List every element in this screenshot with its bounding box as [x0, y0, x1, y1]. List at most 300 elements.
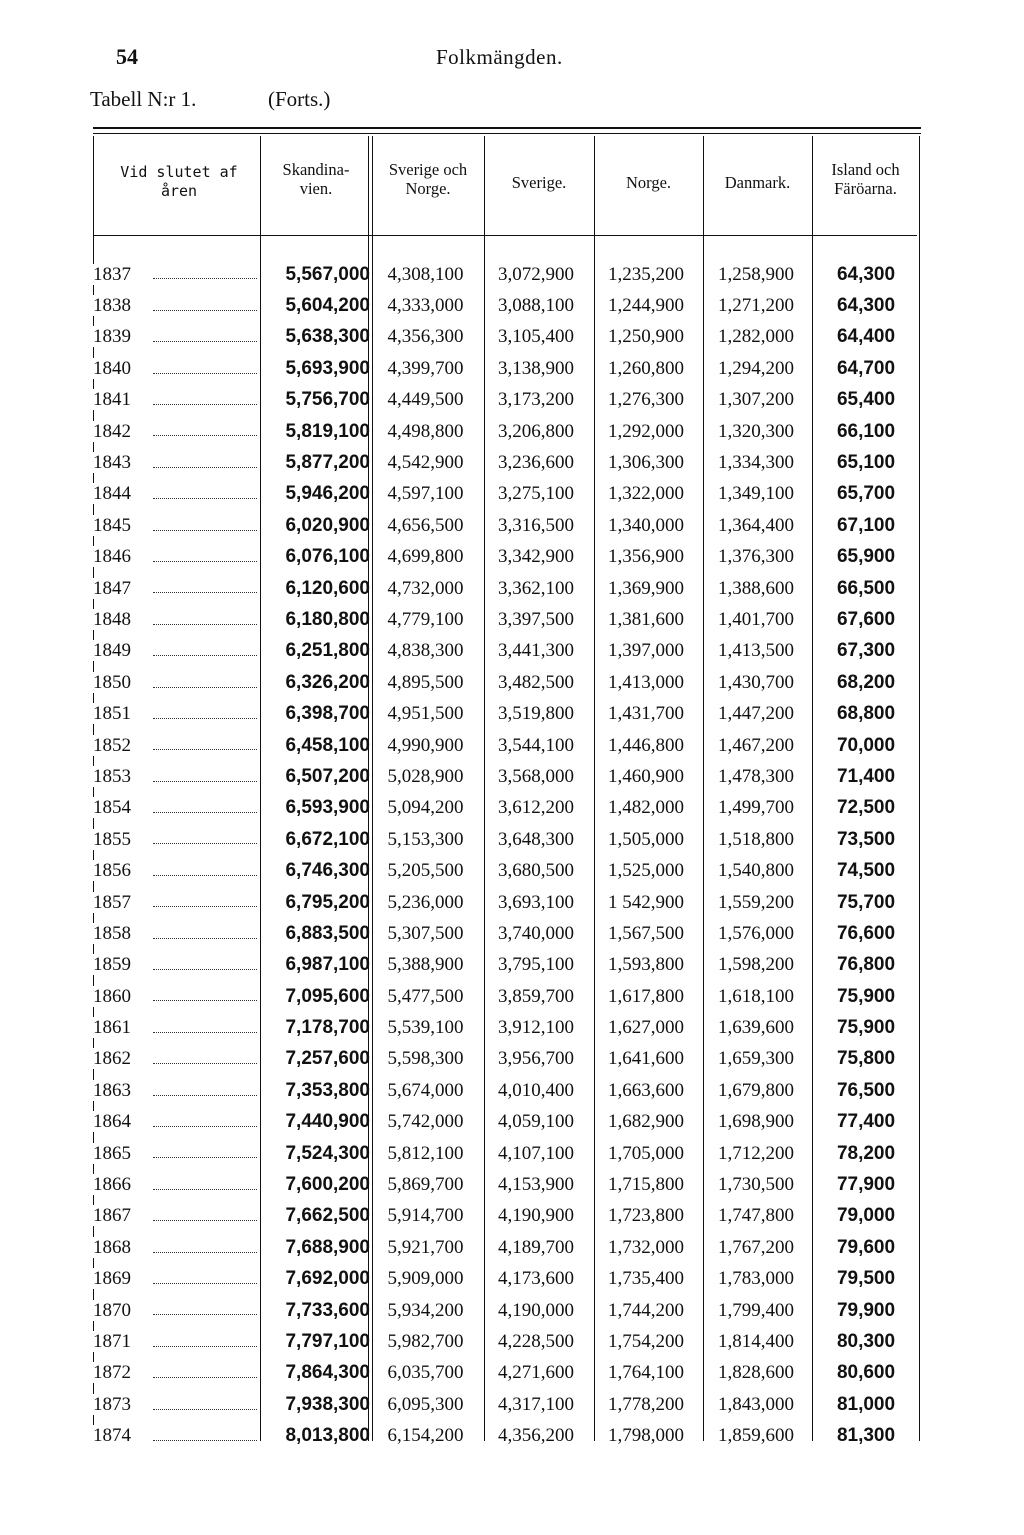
table-row	[93, 667, 921, 698]
cell-year	[93, 1295, 261, 1326]
table-row	[93, 1389, 921, 1420]
cell-sverige: 3,105,400	[498, 326, 574, 348]
leader-dots	[153, 498, 257, 499]
table-row	[93, 1326, 921, 1357]
year-label: 1846	[93, 546, 131, 568]
cell-island: 65,900	[836, 546, 896, 568]
cell-island: 66,500	[836, 577, 896, 599]
cell-skandinavien: 7,095,600	[285, 985, 370, 1007]
cell-sverige-norge: 5,388,900	[387, 954, 464, 976]
cell-island: 72,500	[836, 797, 896, 819]
cell-norge: 1,235,200	[608, 263, 684, 285]
cell-sverige-norge: 4,333,000	[387, 295, 464, 317]
cell-year	[93, 793, 261, 824]
leader-dots	[153, 1000, 257, 1001]
cell-skandinavien: 7,178,700	[285, 1017, 370, 1039]
year-label: 1837	[93, 263, 131, 285]
cell-island: 64,300	[836, 295, 896, 317]
cell-year	[93, 416, 261, 447]
cell-norge: 1,431,700	[608, 703, 684, 725]
table-row	[93, 1420, 921, 1451]
cell-skandinavien: 6,076,100	[285, 546, 370, 568]
cell-norge: 1,798,000	[608, 1425, 684, 1447]
cell-sverige: 3,072,900	[498, 263, 574, 285]
leader-dots	[153, 812, 257, 813]
cell-sverige-norge: 4,838,300	[387, 640, 464, 662]
table-row	[93, 290, 921, 321]
cell-island: 73,500	[836, 828, 896, 850]
leader-dots	[153, 781, 257, 782]
cell-sverige: 3,088,100	[498, 295, 574, 317]
cell-norge: 1,525,000	[608, 860, 684, 882]
leader-dots	[153, 655, 257, 656]
table-row	[93, 1107, 921, 1138]
cell-danmark: 1,799,400	[718, 1299, 794, 1321]
leader-dots	[153, 1377, 257, 1378]
cell-danmark: 1,334,300	[718, 452, 794, 474]
leader-dots	[153, 749, 257, 750]
cell-year	[93, 698, 261, 729]
cell-norge: 1,381,600	[608, 608, 684, 630]
year-label: 1860	[93, 985, 131, 1007]
cell-sverige-norge: 5,674,000	[387, 1079, 464, 1101]
cell-danmark: 1,282,000	[718, 326, 794, 348]
leader-dots	[153, 718, 257, 719]
cell-year	[93, 573, 261, 604]
year-label: 1866	[93, 1174, 131, 1196]
cell-skandinavien: 5,756,700	[285, 389, 370, 411]
cell-norge: 1,641,600	[608, 1048, 684, 1070]
cell-sverige: 4,189,700	[498, 1236, 574, 1258]
cell-sverige: 3,519,800	[498, 703, 574, 725]
cell-danmark: 1,679,800	[718, 1079, 794, 1101]
cell-island: 81,000	[836, 1393, 896, 1415]
cell-island: 80,600	[836, 1362, 896, 1384]
year-label: 1874	[93, 1425, 131, 1447]
cell-sverige-norge: 5,869,700	[387, 1174, 464, 1196]
cell-sverige: 3,362,100	[498, 577, 574, 599]
page-number: 54	[116, 44, 138, 69]
cell-skandinavien: 5,693,900	[285, 357, 370, 379]
cell-sverige: 3,441,300	[498, 640, 574, 662]
cell-sverige-norge: 5,307,500	[387, 922, 464, 944]
cell-sverige-norge: 4,895,500	[387, 671, 464, 693]
cell-norge: 1,340,000	[608, 514, 684, 536]
cell-skandinavien: 6,795,200	[285, 891, 370, 913]
cell-skandinavien: 7,692,000	[285, 1268, 370, 1290]
table-row	[93, 322, 921, 353]
cell-danmark: 1,430,700	[718, 671, 794, 693]
cell-skandinavien: 6,398,700	[285, 703, 370, 725]
column-header-sverige: Sverige.	[511, 173, 567, 192]
cell-sverige-norge: 6,035,700	[387, 1362, 464, 1384]
cell-sverige-norge: 5,812,100	[387, 1142, 464, 1164]
cell-sverige-norge: 4,597,100	[387, 483, 464, 505]
year-label: 1847	[93, 577, 131, 599]
year-label: 1869	[93, 1268, 131, 1290]
leader-dots	[153, 1252, 257, 1253]
cell-year	[93, 887, 261, 918]
cell-skandinavien: 7,864,300	[285, 1362, 370, 1384]
cell-skandinavien: 8,013,800	[285, 1425, 370, 1447]
cell-sverige-norge: 5,742,000	[387, 1111, 464, 1133]
leader-dots	[153, 1189, 257, 1190]
cell-danmark: 1,712,200	[718, 1142, 794, 1164]
cell-year	[93, 1232, 261, 1263]
cell-year	[93, 290, 261, 321]
leader-dots	[153, 404, 257, 405]
cell-year	[93, 855, 261, 886]
cell-danmark: 1,659,300	[718, 1048, 794, 1070]
cell-sverige-norge: 5,909,000	[387, 1268, 464, 1290]
cell-sverige-norge: 6,154,200	[387, 1425, 464, 1447]
leader-dots	[153, 843, 257, 844]
cell-norge: 1,482,000	[608, 797, 684, 819]
cell-sverige-norge: 4,308,100	[387, 263, 464, 285]
leader-dots	[153, 1095, 257, 1096]
cell-sverige: 3,912,100	[498, 1017, 574, 1039]
cell-sverige-norge: 5,153,300	[387, 828, 464, 850]
table-row	[93, 447, 921, 478]
leader-dots	[153, 1157, 257, 1158]
cell-skandinavien: 6,458,100	[285, 734, 370, 756]
cell-island: 67,300	[836, 640, 896, 662]
cell-sverige-norge: 5,205,500	[387, 860, 464, 882]
cell-island: 70,000	[836, 734, 896, 756]
cell-norge: 1,397,000	[608, 640, 684, 662]
cell-skandinavien: 6,326,200	[285, 671, 370, 693]
cell-year	[93, 1420, 261, 1451]
cell-danmark: 1,499,700	[718, 797, 794, 819]
cell-sverige: 4,173,600	[498, 1268, 574, 1290]
cell-sverige: 3,612,200	[498, 797, 574, 819]
cell-norge: 1,369,900	[608, 577, 684, 599]
cell-sverige: 3,680,500	[498, 860, 574, 882]
cell-skandinavien: 6,987,100	[285, 954, 370, 976]
cell-norge: 1,356,900	[608, 546, 684, 568]
cell-skandinavien: 5,819,100	[285, 420, 370, 442]
cell-skandinavien: 6,020,900	[285, 514, 370, 536]
cell-sverige: 3,795,100	[498, 954, 574, 976]
cell-skandinavien: 7,440,900	[285, 1111, 370, 1133]
table-label: Tabell N:r 1.	[90, 87, 197, 111]
cell-island: 68,800	[836, 703, 896, 725]
cell-year	[93, 667, 261, 698]
table-row	[93, 950, 921, 981]
cell-norge: 1,505,000	[608, 828, 684, 850]
cell-sverige-norge: 5,539,100	[387, 1017, 464, 1039]
cell-norge: 1,322,000	[608, 483, 684, 505]
cell-norge: 1,292,000	[608, 420, 684, 442]
cell-danmark: 1,388,600	[718, 577, 794, 599]
cell-year	[93, 981, 261, 1012]
cell-norge: 1,627,000	[608, 1017, 684, 1039]
year-label: 1848	[93, 608, 131, 630]
cell-danmark: 1,698,900	[718, 1111, 794, 1133]
cell-sverige-norge: 5,094,200	[387, 797, 464, 819]
table-row	[93, 479, 921, 510]
table-row	[93, 887, 921, 918]
cell-sverige: 3,206,800	[498, 420, 574, 442]
column-header-sverige-norge: Sverige och Norge.	[388, 160, 468, 198]
table-row	[93, 1138, 921, 1169]
cell-sverige: 3,342,900	[498, 546, 574, 568]
cell-sverige-norge: 5,028,900	[387, 765, 464, 787]
table-row	[93, 385, 921, 416]
cell-island: 75,800	[836, 1048, 896, 1070]
year-label: 1842	[93, 420, 131, 442]
leader-dots	[153, 1032, 257, 1033]
cell-island: 79,600	[836, 1236, 896, 1258]
cell-danmark: 1,859,600	[718, 1425, 794, 1447]
cell-sverige: 3,275,100	[498, 483, 574, 505]
year-label: 1854	[93, 797, 131, 819]
cell-island: 76,500	[836, 1079, 896, 1101]
leader-dots	[153, 1314, 257, 1315]
cell-sverige-norge: 5,477,500	[387, 985, 464, 1007]
cell-sverige-norge: 5,914,700	[387, 1205, 464, 1227]
cell-island: 79,000	[836, 1205, 896, 1227]
cell-skandinavien: 6,593,900	[285, 797, 370, 819]
leader-dots	[153, 1346, 257, 1347]
cell-danmark: 1,843,000	[718, 1393, 794, 1415]
table-body	[93, 259, 921, 1452]
top-rule-thin	[93, 133, 921, 134]
table-row	[93, 259, 921, 290]
cell-sverige: 3,544,100	[498, 734, 574, 756]
cell-year	[93, 1012, 261, 1043]
cell-norge: 1 542,900	[608, 891, 684, 913]
cell-island: 64,300	[836, 263, 896, 285]
leader-dots	[153, 938, 257, 939]
cell-norge: 1,778,200	[608, 1393, 684, 1415]
table-row	[93, 730, 921, 761]
cell-norge: 1,460,900	[608, 765, 684, 787]
cell-norge: 1,244,900	[608, 295, 684, 317]
page-heading: Folkmängden.	[436, 45, 563, 69]
cell-skandinavien: 6,180,800	[285, 608, 370, 630]
cell-sverige: 4,153,900	[498, 1174, 574, 1196]
cell-year	[93, 636, 261, 667]
cell-island: 65,400	[836, 389, 896, 411]
year-label: 1861	[93, 1017, 131, 1039]
cell-danmark: 1,294,200	[718, 357, 794, 379]
cell-sverige-norge: 4,542,900	[387, 452, 464, 474]
cell-sverige: 3,236,600	[498, 452, 574, 474]
cell-sverige: 3,482,500	[498, 671, 574, 693]
cell-year	[93, 918, 261, 949]
year-label: 1867	[93, 1205, 131, 1227]
cell-island: 79,900	[836, 1299, 896, 1321]
cell-danmark: 1,349,100	[718, 483, 794, 505]
cell-sverige-norge: 5,236,000	[387, 891, 464, 913]
table-row	[93, 1232, 921, 1263]
cell-island: 67,600	[836, 608, 896, 630]
cell-sverige: 4,190,000	[498, 1299, 574, 1321]
cell-skandinavien: 5,877,200	[285, 452, 370, 474]
cell-danmark: 1,478,300	[718, 765, 794, 787]
cell-year	[93, 322, 261, 353]
cell-norge: 1,260,800	[608, 357, 684, 379]
leader-dots	[153, 969, 257, 970]
population-table	[93, 259, 921, 1452]
cell-island: 75,700	[836, 891, 896, 913]
cell-year	[93, 824, 261, 855]
cell-year	[93, 542, 261, 573]
table-row	[93, 918, 921, 949]
cell-sverige: 3,568,000	[498, 765, 574, 787]
cell-year	[93, 385, 261, 416]
leader-dots	[153, 1126, 257, 1127]
cell-norge: 1,446,800	[608, 734, 684, 756]
cell-sverige: 4,107,100	[498, 1142, 574, 1164]
cell-skandinavien: 5,567,000	[285, 263, 370, 285]
cell-island: 80,300	[836, 1330, 896, 1352]
cell-year	[93, 1201, 261, 1232]
leader-dots	[153, 435, 257, 436]
cell-year	[93, 353, 261, 384]
cell-danmark: 1,747,800	[718, 1205, 794, 1227]
cell-norge: 1,754,200	[608, 1330, 684, 1352]
leader-dots	[153, 592, 257, 593]
cell-skandinavien: 5,638,300	[285, 326, 370, 348]
column-header-norge: Norge.	[625, 173, 672, 192]
year-label: 1838	[93, 295, 131, 317]
cell-danmark: 1,576,000	[718, 922, 794, 944]
cell-norge: 1,617,800	[608, 985, 684, 1007]
year-label: 1873	[93, 1393, 131, 1415]
table-row	[93, 573, 921, 604]
cell-sverige-norge: 5,921,700	[387, 1236, 464, 1258]
year-label: 1855	[93, 828, 131, 850]
cell-year	[93, 604, 261, 635]
cell-norge: 1,250,900	[608, 326, 684, 348]
table-row	[93, 1201, 921, 1232]
cell-sverige: 3,138,900	[498, 357, 574, 379]
year-label: 1857	[93, 891, 131, 913]
cell-skandinavien: 5,946,200	[285, 483, 370, 505]
leader-dots	[153, 1409, 257, 1410]
cell-skandinavien: 6,883,500	[285, 922, 370, 944]
cell-island: 76,600	[836, 922, 896, 944]
cell-sverige-norge: 4,779,100	[387, 608, 464, 630]
cell-norge: 1,715,800	[608, 1174, 684, 1196]
cell-sverige-norge: 4,732,000	[387, 577, 464, 599]
cell-danmark: 1,364,400	[718, 514, 794, 536]
year-label: 1844	[93, 483, 131, 505]
year-label: 1868	[93, 1236, 131, 1258]
cell-island: 74,500	[836, 860, 896, 882]
cell-sverige: 4,356,200	[498, 1425, 574, 1447]
table-row	[93, 604, 921, 635]
cell-skandinavien: 6,120,600	[285, 577, 370, 599]
table-row	[93, 542, 921, 573]
cell-norge: 1,705,000	[608, 1142, 684, 1164]
table-row	[93, 855, 921, 886]
cell-skandinavien: 7,600,200	[285, 1174, 370, 1196]
cell-skandinavien: 7,938,300	[285, 1393, 370, 1415]
table-row	[93, 698, 921, 729]
cell-sverige-norge: 4,449,500	[387, 389, 464, 411]
year-label: 1841	[93, 389, 131, 411]
cell-island: 75,900	[836, 985, 896, 1007]
year-label: 1859	[93, 954, 131, 976]
top-rule	[93, 127, 921, 129]
year-label: 1845	[93, 514, 131, 536]
cell-norge: 1,413,000	[608, 671, 684, 693]
cell-sverige: 3,859,700	[498, 985, 574, 1007]
table-row	[93, 793, 921, 824]
leader-dots	[153, 906, 257, 907]
cell-skandinavien: 7,688,900	[285, 1236, 370, 1258]
cell-year	[93, 1264, 261, 1295]
year-label: 1870	[93, 1299, 131, 1321]
cell-sverige-norge: 4,951,500	[387, 703, 464, 725]
leader-dots	[153, 1440, 257, 1441]
cell-sverige-norge: 4,399,700	[387, 357, 464, 379]
year-label: 1839	[93, 326, 131, 348]
cell-island: 77,400	[836, 1111, 896, 1133]
leader-dots	[153, 310, 257, 311]
cell-year	[93, 510, 261, 541]
cell-sverige: 4,317,100	[498, 1393, 574, 1415]
cell-sverige-norge: 5,934,200	[387, 1299, 464, 1321]
cell-island: 65,700	[836, 483, 896, 505]
cell-danmark: 1,376,300	[718, 546, 794, 568]
cell-danmark: 1,639,600	[718, 1017, 794, 1039]
year-label: 1864	[93, 1111, 131, 1133]
year-label: 1849	[93, 640, 131, 662]
year-label: 1858	[93, 922, 131, 944]
cell-danmark: 1,540,800	[718, 860, 794, 882]
cell-island: 65,100	[836, 452, 896, 474]
cell-year	[93, 1107, 261, 1138]
table-row	[93, 761, 921, 792]
cell-norge: 1,744,200	[608, 1299, 684, 1321]
cell-sverige: 3,316,500	[498, 514, 574, 536]
column-header-year: Vid slutet af åren	[120, 163, 238, 200]
cell-norge: 1,306,300	[608, 452, 684, 474]
leader-dots	[153, 341, 257, 342]
year-label: 1850	[93, 671, 131, 693]
cell-skandinavien: 6,746,300	[285, 860, 370, 882]
cell-norge: 1,593,800	[608, 954, 684, 976]
cell-sverige: 3,648,300	[498, 828, 574, 850]
leader-dots	[153, 1283, 257, 1284]
table-row	[93, 416, 921, 447]
cell-year	[93, 1075, 261, 1106]
cell-danmark: 1,258,900	[718, 263, 794, 285]
cell-year	[93, 1169, 261, 1200]
leader-dots	[153, 373, 257, 374]
leader-dots	[153, 1063, 257, 1064]
cell-island: 78,200	[836, 1142, 896, 1164]
cell-sverige-norge: 5,598,300	[387, 1048, 464, 1070]
year-label: 1865	[93, 1142, 131, 1164]
cell-year	[93, 1044, 261, 1075]
table-row	[93, 1012, 921, 1043]
cell-skandinavien: 7,257,600	[285, 1048, 370, 1070]
cell-sverige-norge: 5,982,700	[387, 1330, 464, 1352]
table-row	[93, 1075, 921, 1106]
header-rule	[93, 235, 917, 236]
table-row	[93, 1044, 921, 1075]
cell-skandinavien: 5,604,200	[285, 295, 370, 317]
year-label: 1871	[93, 1330, 131, 1352]
cell-sverige: 4,010,400	[498, 1079, 574, 1101]
cell-year	[93, 479, 261, 510]
cell-danmark: 1,618,100	[718, 985, 794, 1007]
